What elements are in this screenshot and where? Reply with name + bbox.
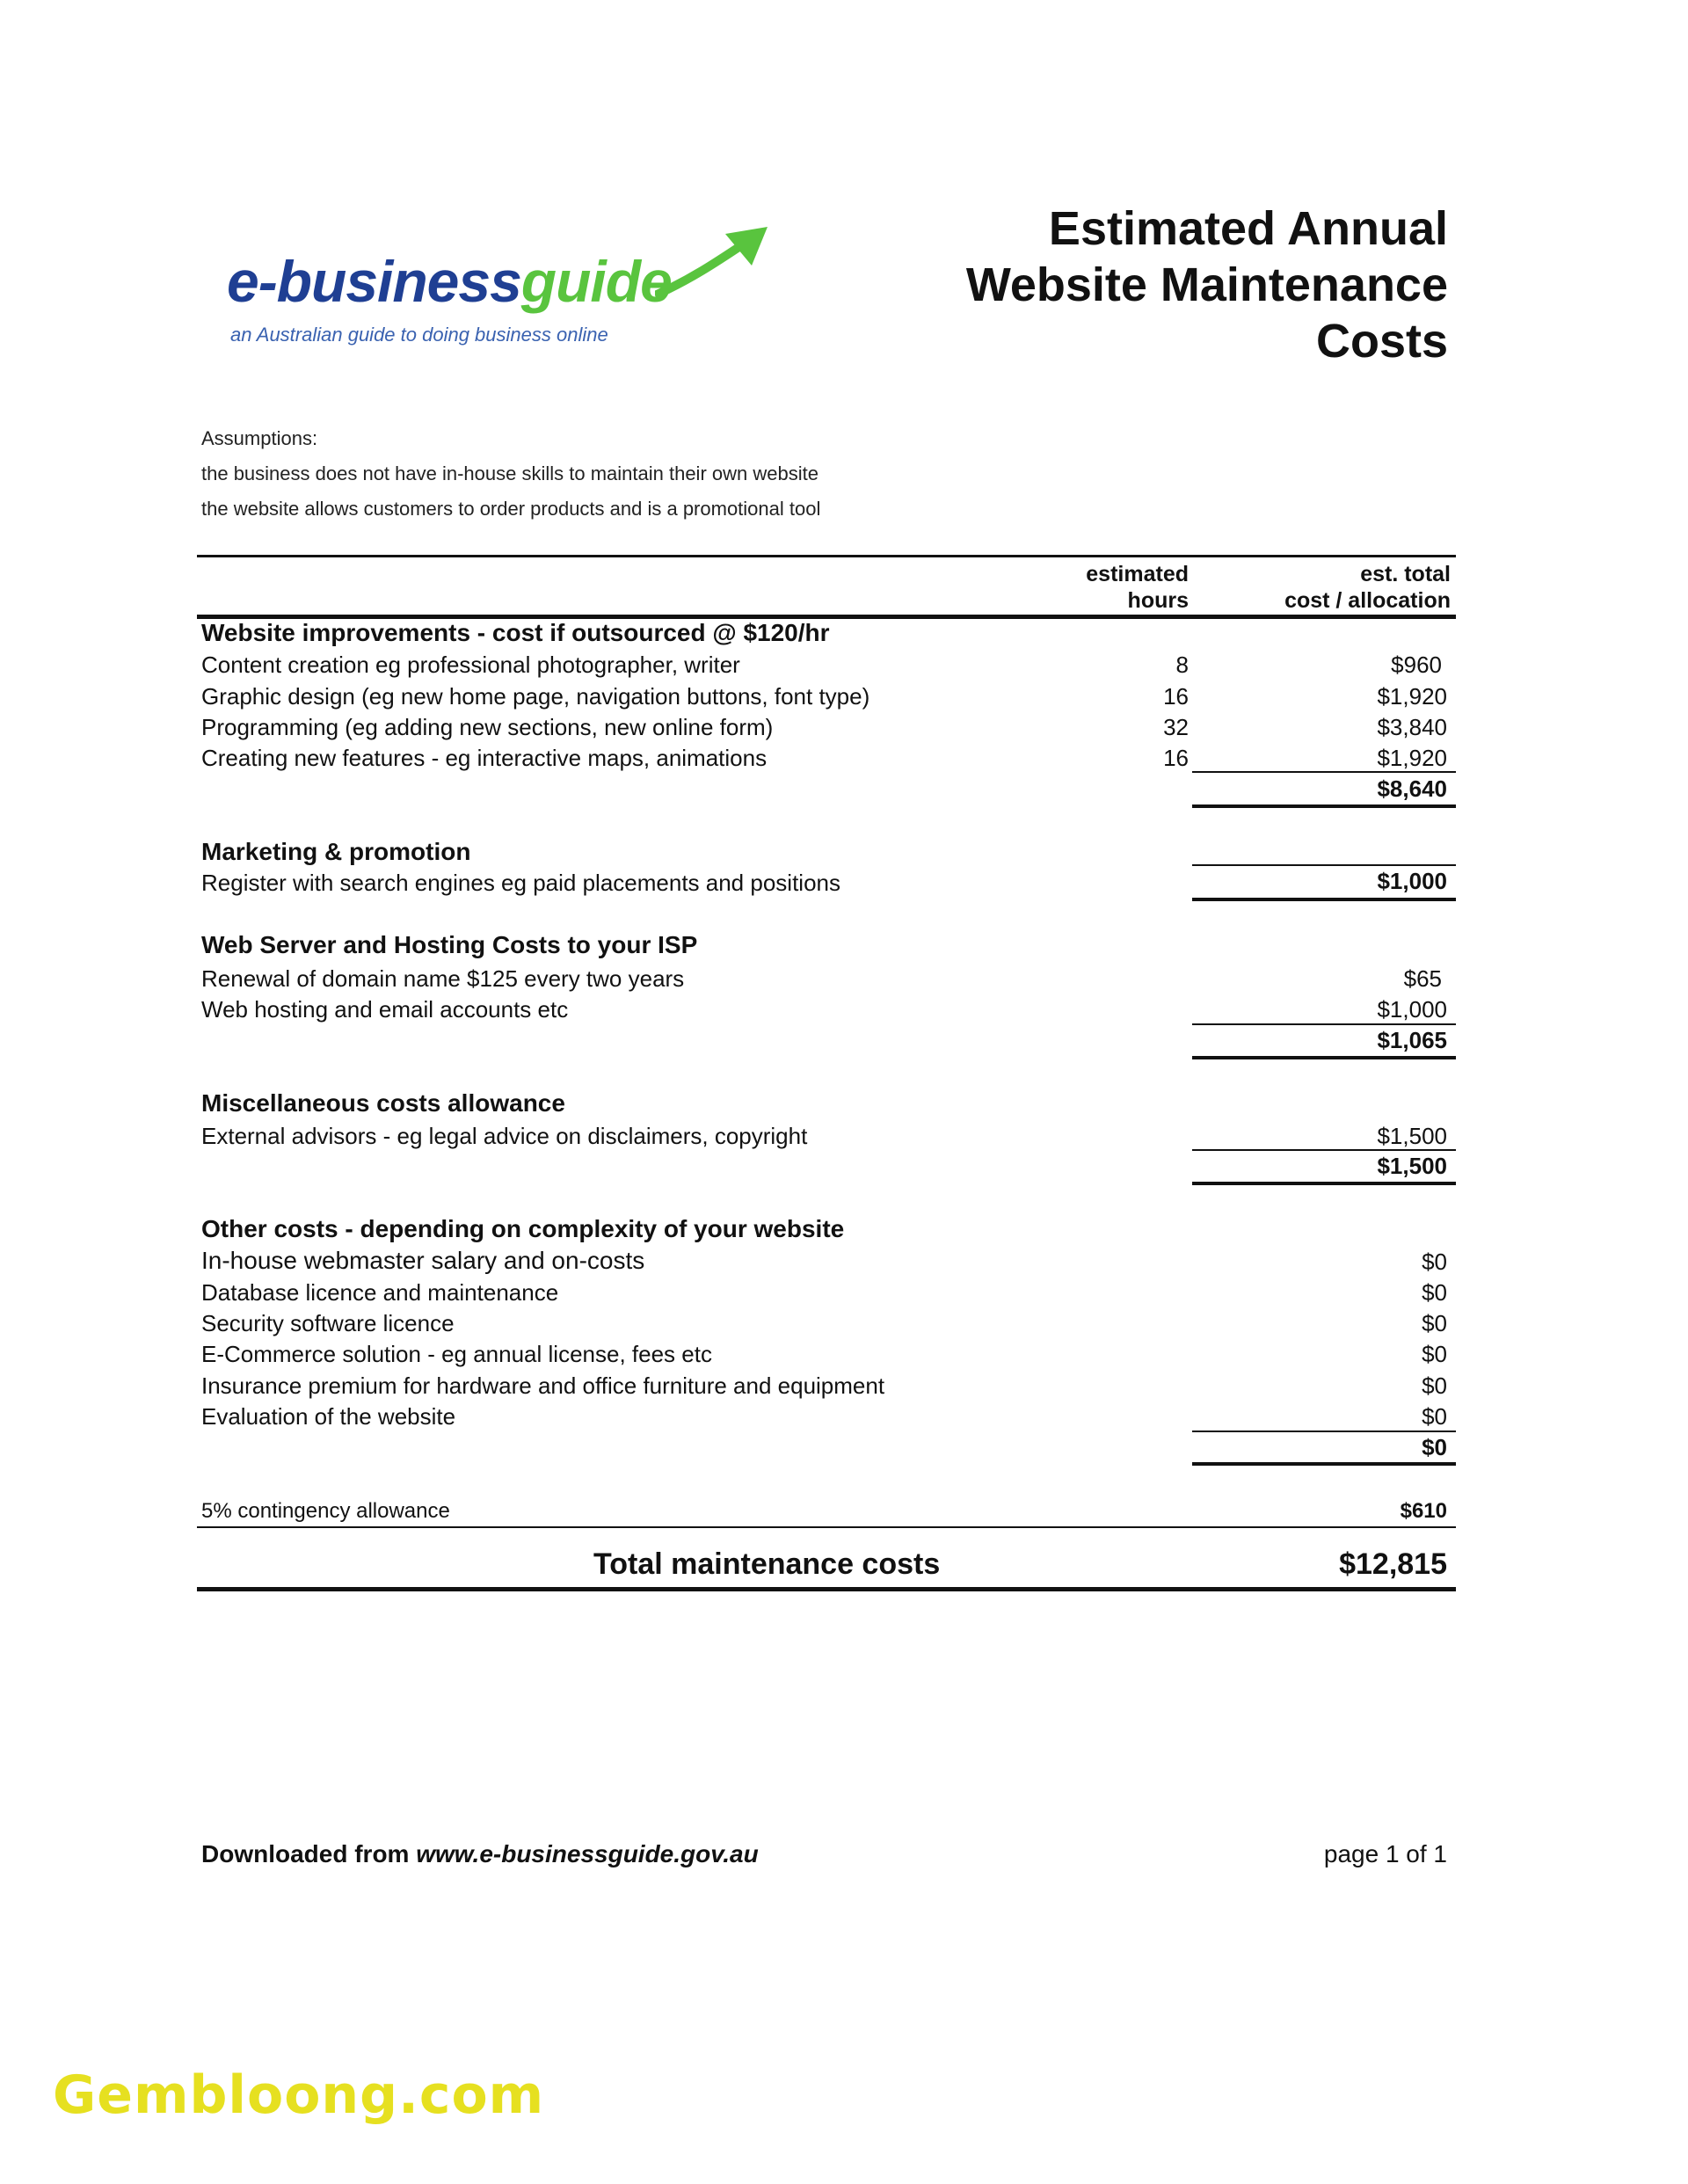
- table-row-label: Register with search engines eg paid placements and positions: [201, 870, 840, 896]
- table-row-amount: $0: [1422, 1341, 1447, 1367]
- total-rule: [1192, 804, 1456, 808]
- table-row-label: Content creation eg professional photographer, writer: [201, 652, 740, 678]
- footer-url-link[interactable]: www.e-businessguide.gov.au: [416, 1840, 759, 1867]
- subtotal-amount: $0: [1422, 1434, 1447, 1460]
- total-rule: [1192, 898, 1456, 901]
- table-row-label: Web hosting and email accounts etc: [201, 996, 569, 1023]
- subtotal-rule: [1192, 1023, 1456, 1025]
- subtotal-amount: $1,000: [1377, 868, 1447, 894]
- table-row-amount: $1,920: [1377, 683, 1447, 710]
- column-header-hours-line1: estimated: [1086, 562, 1189, 586]
- table-row-label: Security software licence: [201, 1310, 455, 1336]
- subtotal-rule: [1192, 771, 1456, 773]
- table-row-label: Database licence and maintenance: [201, 1279, 559, 1306]
- section-title-hosting: Web Server and Hosting Costs to your ISP: [201, 931, 698, 958]
- table-row-amount: $0: [1422, 1372, 1447, 1399]
- table-top-rule: [197, 555, 1456, 557]
- logo-wordmark: [227, 248, 672, 315]
- watermark: Gembloong.com: [53, 2064, 545, 2126]
- title-line-3: Costs: [1315, 315, 1448, 368]
- subtotal-amount: $8,640: [1377, 775, 1447, 802]
- title-line-1: Estimated Annual: [1048, 202, 1448, 255]
- table-row-label: Creating new features - eg interactive maps, animations: [201, 745, 768, 771]
- section-title-misc: Miscellaneous costs allowance: [201, 1089, 565, 1117]
- table-row-label: In-house webmaster salary and on-costs: [201, 1247, 645, 1274]
- table-row-amount: $1,000: [1377, 996, 1447, 1023]
- table-row-hours: 8: [1175, 652, 1189, 678]
- subtotal-rule: [1192, 864, 1456, 866]
- table-row-label: Graphic design (eg new home page, navigation buttons, font type): [201, 683, 870, 710]
- contingency-label: 5% contingency allowance: [201, 1499, 450, 1523]
- table-row-amount: $1,500: [1377, 1123, 1447, 1149]
- contingency-rule: [197, 1526, 1456, 1528]
- table-row-amount: $0: [1422, 1310, 1447, 1336]
- contingency-amount: $610: [1400, 1499, 1447, 1523]
- subtotal-amount: $1,065: [1377, 1027, 1447, 1053]
- assumption-item: the business does not have in-house skills to maintain their own website: [201, 462, 819, 484]
- table-row-hours: 32: [1163, 714, 1189, 740]
- table-row-label: Programming (eg adding new sections, new online form): [201, 714, 774, 740]
- column-header-hours-line2: hours: [1127, 588, 1189, 613]
- section-title-marketing: Marketing & promotion: [201, 838, 471, 865]
- column-header-cost-line1: est. total: [1360, 562, 1451, 586]
- table-row-label: Evaluation of the website: [201, 1403, 456, 1430]
- footer-source: [201, 1840, 759, 1868]
- table-row-label: Insurance premium for hardware and office furniture and equipment: [201, 1372, 885, 1399]
- total-rule: [1192, 1182, 1456, 1185]
- document-title: [966, 200, 1448, 369]
- table-row-amount: $0: [1422, 1279, 1447, 1306]
- table-row-hours: 16: [1163, 745, 1189, 771]
- total-label: Total maintenance costs: [593, 1547, 941, 1581]
- logo-arrow-icon: [655, 227, 778, 306]
- title-line-2: Website Maintenance: [965, 258, 1448, 311]
- assumptions-heading: Assumptions:: [201, 427, 318, 449]
- assumption-item: the website allows customers to order products and is a promotional tool: [201, 498, 821, 520]
- total-rule: [1192, 1462, 1456, 1466]
- table-row-amount: $0: [1422, 1249, 1447, 1275]
- section-title-other: Other costs - depending on complexity of your website: [201, 1215, 845, 1242]
- table-row-label: Renewal of domain name $125 every two years: [201, 965, 685, 992]
- subtotal-rule: [1192, 1431, 1456, 1432]
- table-row-amount: $0: [1422, 1403, 1447, 1430]
- subtotal-amount: $1,500: [1377, 1153, 1447, 1179]
- table-row-amount: $3,840: [1377, 714, 1447, 740]
- table-row-label: External advisors - eg legal advice on disclaimers, copyright: [201, 1123, 808, 1149]
- footer-downloaded-prefix: Downloaded from: [201, 1840, 417, 1867]
- table-row-hours: 16: [1163, 683, 1189, 710]
- total-amount: $12,815: [1339, 1547, 1447, 1581]
- table-row-amount: $1,920: [1377, 745, 1447, 771]
- total-bottom-rule: [197, 1587, 1456, 1591]
- table-row-label: E-Commerce solution - eg annual license, fees etc: [201, 1341, 712, 1367]
- footer-page-number: page 1 of 1: [1323, 1840, 1447, 1867]
- logo-name-part2: guide: [520, 249, 672, 314]
- subtotal-rule: [1192, 1149, 1456, 1151]
- column-header-cost-line2: cost / allocation: [1284, 588, 1451, 613]
- section-title-improvements: Website improvements - cost if outsourced @ $120/hr: [201, 619, 830, 646]
- logo-tagline: an Australian guide to doing business online: [230, 324, 608, 346]
- table-row-amount: $960: [1391, 652, 1442, 678]
- table-row-amount: $65: [1403, 965, 1442, 992]
- column-header-hours: [1086, 561, 1189, 614]
- total-rule: [1192, 1056, 1456, 1059]
- column-header-cost: [1284, 561, 1451, 614]
- logo-name-part1: e-business: [227, 249, 521, 314]
